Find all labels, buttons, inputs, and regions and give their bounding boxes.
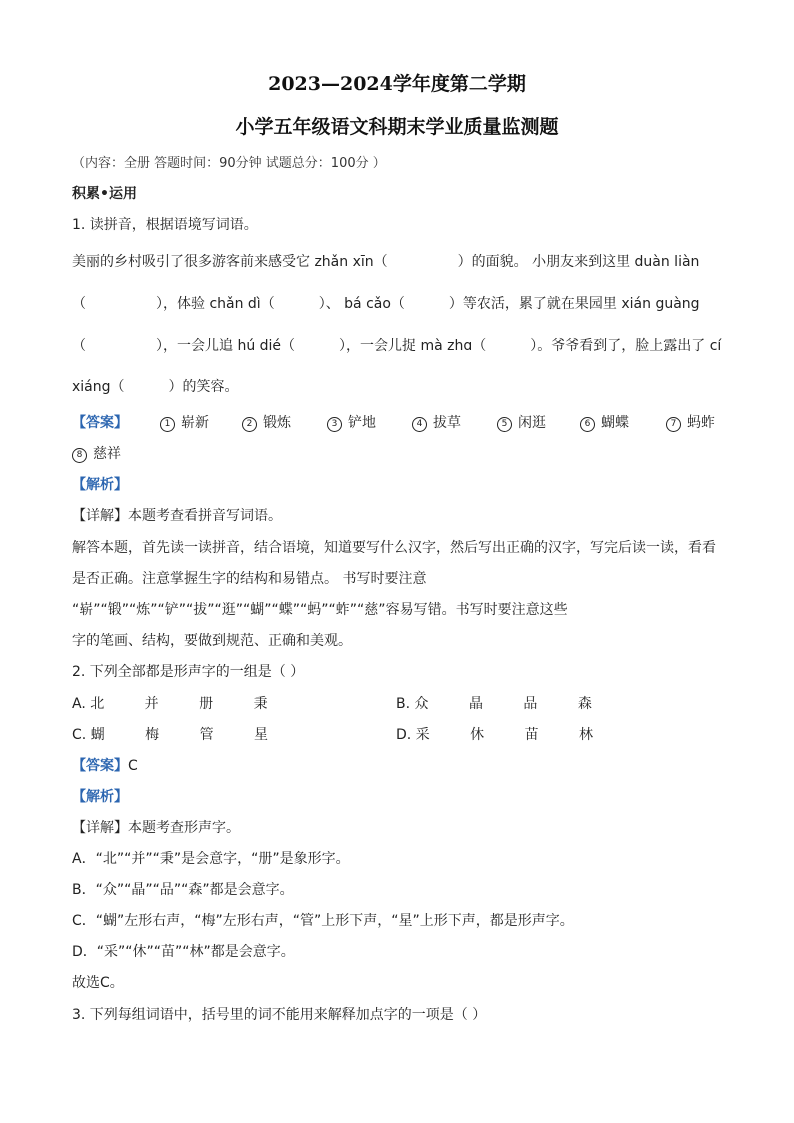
answer-word: 锻炼 xyxy=(263,415,291,431)
q2-option-b xyxy=(396,693,610,713)
q1-explanation-1: 解答本题，首先读一读拼音，结合语境，知道要写什么汉字，然后写出正确的汉字，写完后读一读，看看 xyxy=(72,540,716,556)
option-label: B. xyxy=(396,696,411,712)
q1-text: ）、 bá cǎo（ xyxy=(318,296,405,312)
q3-stem: 3. 下列每组词语中，括号里的词不能用来解释加点字的一项是（ ） xyxy=(72,1007,487,1023)
circled-number: 4 xyxy=(412,417,427,432)
answer-word: 拔草 xyxy=(433,415,461,431)
circled-number: 3 xyxy=(327,417,342,432)
q1-text: ），体验 chǎn dì（ xyxy=(156,296,275,312)
q1-paragraph-line-2 xyxy=(72,293,700,313)
answer-item xyxy=(666,412,715,432)
answer-word: 蝴蝶 xyxy=(601,415,629,431)
option-text: 采 休 苗 林 xyxy=(415,727,612,743)
option-text: 北 并 册 秉 xyxy=(90,696,286,712)
q2-explain-c: C．“蝴”左形右声，“梅”左形右声，“管”上形下声，“星”上形下声，都是形声字。 xyxy=(72,913,574,929)
circled-number: 2 xyxy=(242,417,257,432)
answer-item xyxy=(327,412,376,432)
q2-explain-b: B．“众”“晶”“品”“森”都是会意字。 xyxy=(72,882,294,898)
q1-text: （ xyxy=(72,338,86,354)
answer-word: 闲逛 xyxy=(518,415,546,431)
answer-word: 慈祥 xyxy=(93,446,121,462)
detail-text: 本题考查形声字。 xyxy=(128,820,240,836)
q1-explanation-2: 是否正确。注意掌握生字的结构和易错点。 书写时要注意 xyxy=(72,571,427,587)
q1-text: ）等农活，累了就在果园里 xián guàng xyxy=(448,296,700,312)
q1-explanation-3: “崭”“锻”“炼”“铲”“拔”“逛”“蝴”“蝶”“蚂”“蚱”“慈”容易写错。书写时要注意这些 xyxy=(72,602,568,618)
q1-text: xiáng（ xyxy=(72,379,125,395)
q1-text: 美丽的乡村吸引了很多游客前来感受它 zhǎn xīn（ xyxy=(72,254,388,270)
answer-item xyxy=(160,412,209,432)
option-text: 蝴 梅 管 星 xyxy=(90,727,287,743)
answer-tag: 【答案】 xyxy=(72,415,128,431)
q2-answer-row xyxy=(72,755,138,775)
answer-word: 蚂蚱 xyxy=(687,415,715,431)
q2-stem: 2. 下列全部都是形声字的一组是（ ） xyxy=(72,664,305,680)
answer-value: C xyxy=(128,758,138,774)
q1-text: ）的笑容。 xyxy=(168,379,239,395)
answer-item xyxy=(497,412,546,432)
option-label: A. xyxy=(72,696,86,712)
q1-detail xyxy=(72,505,282,525)
q1-paragraph-line-3 xyxy=(72,335,721,355)
circled-number: 5 xyxy=(497,417,512,432)
q1-stem: 1. 读拼音，根据语境写词语。 xyxy=(72,217,258,233)
analysis-tag: 【解析】 xyxy=(72,789,128,805)
circled-number: 8 xyxy=(72,448,87,463)
answer-item xyxy=(412,412,461,432)
exam-title-subject: 小学五年级语文科期末学业质量监测题 xyxy=(235,116,559,138)
detail-text: 本题考查看拼音写词语。 xyxy=(128,508,282,524)
q2-explain-a: A．“北”“并”“秉”是会意字，“册”是象形字。 xyxy=(72,851,350,867)
q1-text: ），一会儿追 hú dié（ xyxy=(156,338,296,354)
answer-item xyxy=(580,412,629,432)
option-label: D. xyxy=(396,727,412,743)
circled-number: 6 xyxy=(580,417,595,432)
detail-tag: 【详解】 xyxy=(72,508,128,524)
q2-option-a xyxy=(72,693,286,713)
q1-answer-row xyxy=(72,412,732,432)
q2-conclusion: 故选C。 xyxy=(72,975,124,991)
answer-word: 铲地 xyxy=(348,415,376,431)
option-text: 众 晶 品 森 xyxy=(414,696,610,712)
q2-option-d xyxy=(396,724,611,744)
circled-number: 7 xyxy=(666,417,681,432)
q1-text: （ xyxy=(72,296,86,312)
analysis-tag: 【解析】 xyxy=(72,477,128,493)
circled-number: 1 xyxy=(160,417,175,432)
exam-title-term: 2023—2024学年度第二学期 xyxy=(268,73,526,95)
answer-tag: 【答案】 xyxy=(72,758,128,774)
q1-text: ）。爷爷看到了，脸上露出了 cí xyxy=(530,338,722,354)
q2-explain-d: D．“采”“休”“苗”“林”都是会意字。 xyxy=(72,944,295,960)
q1-paragraph-line-4 xyxy=(72,376,239,396)
answer-item xyxy=(72,443,121,463)
option-label: C. xyxy=(72,727,87,743)
answer-item xyxy=(242,412,291,432)
q2-detail xyxy=(72,817,240,837)
detail-tag: 【详解】 xyxy=(72,820,128,836)
section-heading: 积累•运用 xyxy=(72,186,137,202)
answer-word: 崭新 xyxy=(181,415,209,431)
q1-paragraph-line-1 xyxy=(72,251,699,271)
q1-explanation-4: 字的笔画、结构，要做到规范、正确和美观。 xyxy=(72,633,352,649)
q1-text: ），一会儿捉 mà zhɑ（ xyxy=(339,338,487,354)
q2-option-c xyxy=(72,724,286,744)
exam-info: （内容：全册 答题时间：90分钟 试题总分：100分 ） xyxy=(72,156,386,171)
q1-text: ）的面貌。 小朋友来到这里 duàn liàn xyxy=(457,254,700,270)
